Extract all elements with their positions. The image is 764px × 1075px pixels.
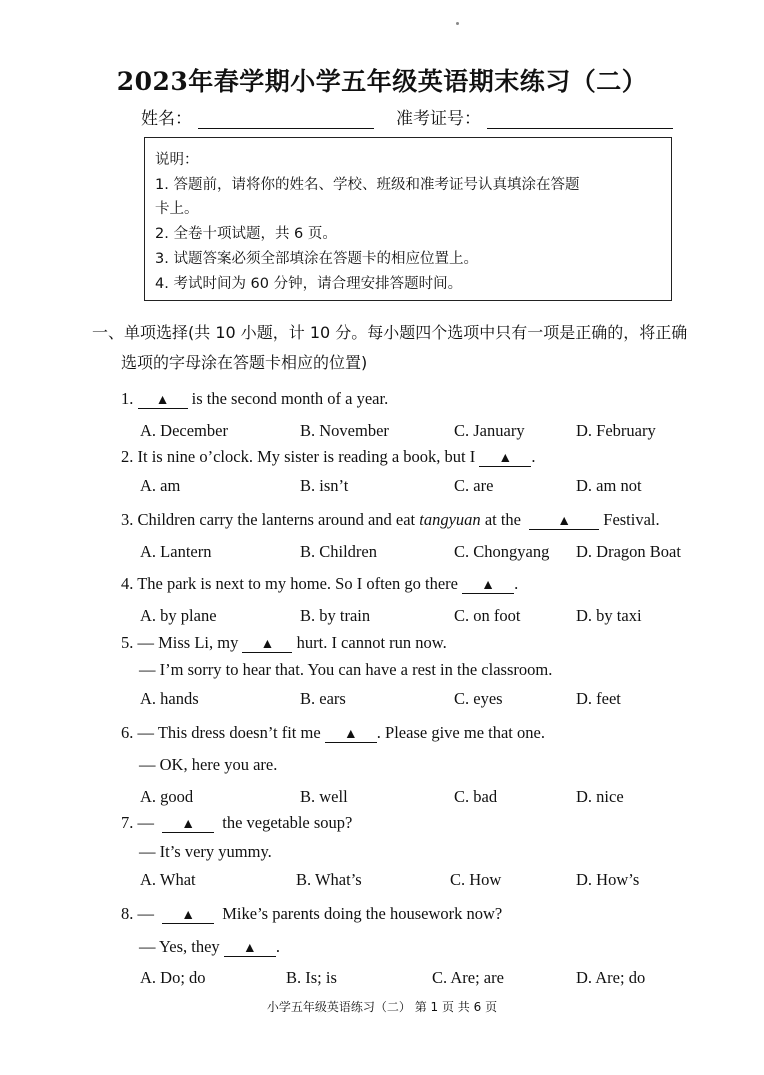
instruction-line: 2. 全卷十项试题，共 6 页。	[155, 226, 337, 242]
question-text: — Yes, they	[139, 937, 224, 956]
question-text: is the second month of a year.	[187, 389, 389, 408]
answer-blank	[224, 939, 276, 957]
section-heading-cont: 选项的字母涂在答题卡相应的位置)	[121, 353, 368, 372]
blank-triangle-icon: ▲	[481, 578, 496, 593]
question-text: 2. It is nine o’clock. My sister is reading a book, but I	[121, 447, 480, 466]
answer-blank	[462, 576, 514, 594]
answer-blank	[325, 725, 377, 743]
answer-blank	[479, 449, 531, 467]
question-8-reply	[139, 937, 280, 957]
question-5-reply: — I’m sorry to hear that. You can have a rest in the classroom.	[139, 660, 553, 679]
blank-triangle-icon: ▲	[260, 637, 275, 652]
question-3	[121, 510, 660, 530]
page-title: 2023年春学期小学五年级英语期末练习（二）	[116, 67, 648, 96]
option-b: B. November	[300, 421, 389, 440]
question-text: at the	[480, 510, 526, 529]
option-a: A. What	[140, 870, 196, 889]
option-d: D. Dragon Boat	[576, 542, 681, 561]
question-7	[121, 813, 352, 833]
question-text: the vegetable soup?	[218, 813, 353, 832]
option-a: A. Lantern	[140, 542, 212, 561]
blank-triangle-icon: ▲	[343, 727, 358, 742]
instruction-line: 1. 答题前，请将你的姓名、学校、班级和准考证号认真填涂在答题	[155, 177, 580, 193]
name-field	[141, 104, 374, 129]
question-text: .	[531, 447, 536, 466]
option-a: A. Do; do	[140, 968, 206, 987]
blank-triangle-icon: ▲	[557, 514, 572, 529]
question-text: Festival.	[599, 510, 660, 529]
option-c: C. eyes	[454, 689, 503, 708]
question-4	[121, 574, 518, 594]
option-b: B. by train	[300, 606, 371, 625]
question-text: tangyuan	[419, 510, 481, 529]
option-c: C. How	[450, 870, 502, 889]
question-text: Mike’s parents doing the housework now?	[218, 904, 503, 923]
question-text: 1.	[121, 389, 138, 408]
question-8	[121, 904, 502, 924]
option-d: D. February	[576, 421, 656, 440]
question-text: hurt. I cannot run now.	[292, 633, 447, 652]
option-c: C. on foot	[454, 606, 521, 625]
blank-triangle-icon: ▲	[242, 941, 257, 956]
exam-id-blank	[487, 110, 673, 129]
option-a: A. by plane	[140, 606, 217, 625]
option-b: B. What’s	[296, 870, 362, 889]
exam-id-label: 准考证号：	[396, 109, 481, 129]
question-text: 8. —	[121, 904, 159, 923]
option-c: C. are	[454, 476, 494, 495]
answer-blank	[162, 815, 214, 833]
option-a: A. hands	[140, 689, 199, 708]
instruction-line: 3. 试题答案必须全部填涂在答题卡的相应位置上。	[155, 251, 478, 267]
page-footer: 小学五年级英语练习（二） 第 1 页 共 6 页	[266, 1000, 498, 1014]
instruction-line: 4. 考试时间为 60 分钟，请合理安排答题时间。	[155, 276, 463, 292]
blank-triangle-icon: ▲	[181, 908, 196, 923]
option-c: C. bad	[454, 787, 498, 806]
section-heading: 一、单项选择(共 10 小题，计 10 分。每小题四个选项中只有一项是正确的，将正确	[92, 323, 688, 342]
question-text: .	[275, 937, 280, 956]
question-6	[121, 723, 545, 743]
blank-triangle-icon: ▲	[155, 393, 170, 408]
option-b: B. ears	[300, 689, 346, 708]
question-text: 5. — Miss Li, my	[121, 633, 243, 652]
instructions-box	[144, 137, 672, 301]
instructions-heading: 说明：	[155, 152, 199, 168]
answer-blank	[529, 512, 599, 530]
option-d: D. nice	[576, 787, 624, 806]
name-blank	[198, 110, 374, 129]
option-b: B. well	[300, 787, 348, 806]
blank-triangle-icon: ▲	[181, 817, 196, 832]
question-text: 3. Children carry the lanterns around and eat	[121, 510, 420, 529]
option-a: A. good	[140, 787, 194, 806]
option-a: A. am	[140, 476, 181, 495]
question-text: .	[514, 574, 519, 593]
question-text: 7. —	[121, 813, 159, 832]
question-5	[121, 633, 447, 653]
option-d: D. am not	[576, 476, 642, 495]
question-6-reply: — OK, here you are.	[139, 755, 278, 774]
option-c: C. Chongyang	[454, 542, 550, 561]
option-b: B. Children	[300, 542, 377, 561]
name-label: 姓名：	[141, 109, 192, 129]
answer-blank	[138, 391, 188, 409]
question-1	[121, 389, 388, 409]
option-b: B. isn’t	[300, 476, 349, 495]
option-b: B. Is; is	[286, 968, 337, 987]
option-d: D. How’s	[576, 870, 640, 889]
answer-blank	[162, 906, 214, 924]
option-d: D. feet	[576, 689, 621, 708]
exam-id-field	[396, 104, 673, 129]
scan-dot	[456, 22, 459, 25]
question-text: 6. — This dress doesn’t fit me	[121, 723, 325, 742]
option-a: A. December	[140, 421, 228, 440]
question-7-reply: — It’s very yummy.	[139, 842, 272, 861]
option-c: C. Are; are	[432, 968, 504, 987]
question-2	[121, 447, 535, 467]
answer-blank	[242, 635, 292, 653]
option-d: D. by taxi	[576, 606, 642, 625]
question-text: 4. The park is next to my home. So I often go there	[121, 574, 463, 593]
question-text: . Please give me that one.	[376, 723, 545, 742]
instruction-line: 卡上。	[155, 201, 199, 217]
option-d: D. Are; do	[576, 968, 646, 987]
blank-triangle-icon: ▲	[498, 451, 513, 466]
option-c: C. January	[454, 421, 525, 440]
